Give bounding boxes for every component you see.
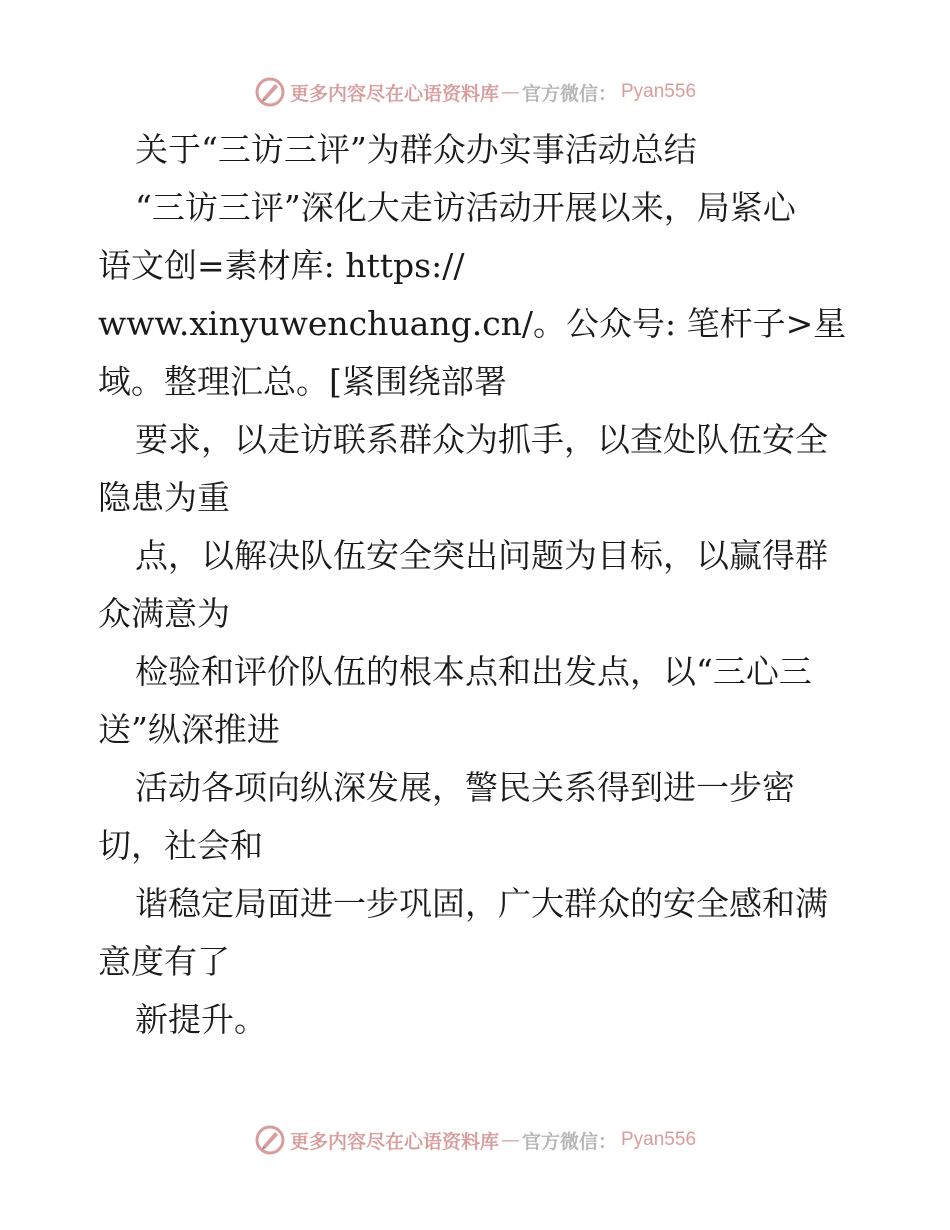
paragraph-line: 点，以解决队伍安全突出问题为目标，以赢得群 (135, 536, 828, 575)
paragraph-line: 域。整理汇总。[紧围绕部署 (98, 362, 507, 401)
header-watermark (0, 72, 950, 112)
document-body (98, 121, 858, 1049)
footer-watermark (0, 1120, 950, 1160)
document-title: 关于“三访三评”为群众办实事活动总结 (135, 130, 697, 169)
paragraph-line: 活动各项向纵深发展，警民关系得到进一步密 (135, 768, 795, 807)
watermark-separator: — (500, 81, 520, 103)
watermark-wechat-id: Pyan556 (621, 1129, 697, 1150)
paragraph-line: 意度有了 (98, 942, 230, 981)
watermark-wechat-id: Pyan556 (621, 81, 697, 102)
paragraph-line: 新提升。 (135, 1000, 267, 1039)
paragraph-line: “三访三评”深化大走访活动开展以来，局紧心 (135, 188, 796, 227)
brand-logo-icon (254, 1124, 286, 1156)
watermark-brand: 更多内容尽在心语资料库 (289, 82, 499, 105)
paragraph-line: 检验和评价队伍的根本点和出发点，以“三心三 (135, 652, 812, 691)
watermark-official-label: 官方微信： (521, 82, 617, 105)
paragraph-line: 隐患为重 (98, 478, 230, 517)
paragraph-line: 送”纵深推进 (98, 710, 280, 749)
paragraph-line: 语文创=素材库: https:// (98, 246, 465, 285)
watermark-separator: — (500, 1129, 520, 1151)
brand-logo-icon (254, 76, 286, 108)
paragraph-line: www.xinyuwenchuang.cn/。公众号: 笔杆子>星 (98, 304, 847, 343)
watermark-official-label: 官方微信： (521, 1130, 617, 1153)
paragraph-line: 众满意为 (98, 594, 230, 633)
paragraph-line: 要求，以走访联系群众为抓手，以查处队伍安全 (135, 420, 828, 459)
paragraph-line: 谐稳定局面进一步巩固，广大群众的安全感和满 (135, 884, 828, 923)
watermark-brand: 更多内容尽在心语资料库 (289, 1130, 499, 1153)
paragraph-line: 切，社会和 (98, 826, 263, 865)
